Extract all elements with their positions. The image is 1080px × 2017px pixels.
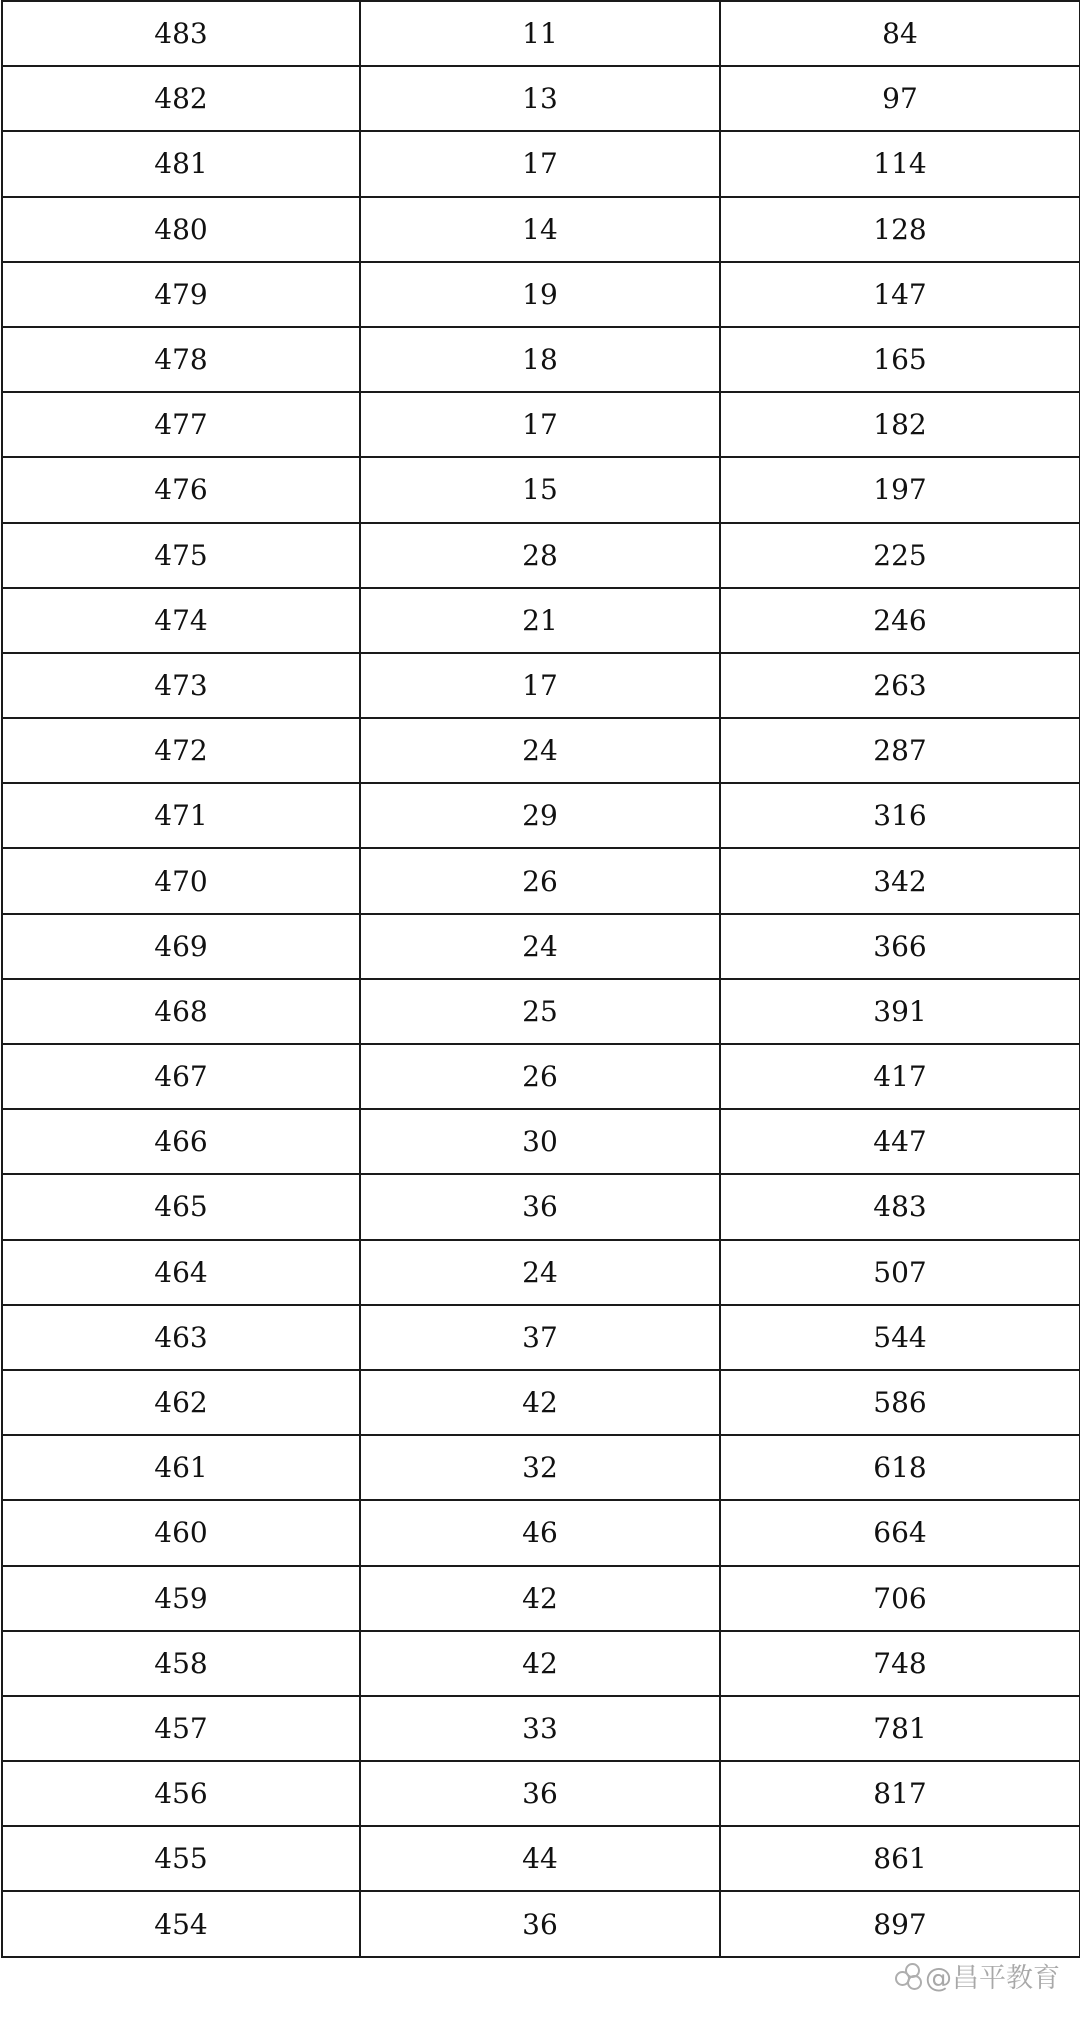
score-cell: 454 (2, 1891, 360, 1956)
count-cell: 26 (360, 1044, 720, 1109)
score-cell: 461 (2, 1435, 360, 1500)
score-cell: 462 (2, 1370, 360, 1435)
score-cell: 475 (2, 523, 360, 588)
score-cell: 467 (2, 1044, 360, 1109)
score-cell: 456 (2, 1761, 360, 1826)
cumulative-cell: 246 (720, 588, 1080, 653)
table-row (2, 1240, 1080, 1305)
score-cell: 459 (2, 1566, 360, 1631)
cumulative-cell: 316 (720, 783, 1080, 848)
watermark-text: @昌平教育 (925, 1963, 1060, 1994)
score-cell: 474 (2, 588, 360, 653)
cumulative-cell: 287 (720, 718, 1080, 783)
cumulative-cell: 507 (720, 1240, 1080, 1305)
count-cell: 25 (360, 979, 720, 1044)
score-cell: 455 (2, 1826, 360, 1891)
cumulative-cell: 417 (720, 1044, 1080, 1109)
count-cell: 28 (360, 523, 720, 588)
table-row (2, 392, 1080, 457)
table-row (2, 1631, 1080, 1696)
score-cell: 464 (2, 1240, 360, 1305)
count-cell: 14 (360, 197, 720, 262)
table-row (2, 1566, 1080, 1631)
table-row (2, 588, 1080, 653)
cumulative-cell: 618 (720, 1435, 1080, 1500)
table-row (2, 1, 1080, 66)
cumulative-cell: 544 (720, 1305, 1080, 1370)
table-row (2, 979, 1080, 1044)
table-row (2, 1435, 1080, 1500)
count-cell: 11 (360, 1, 720, 66)
count-cell: 37 (360, 1305, 720, 1370)
count-cell: 18 (360, 327, 720, 392)
cumulative-cell: 748 (720, 1631, 1080, 1696)
cumulative-cell: 483 (720, 1174, 1080, 1239)
cumulative-cell: 182 (720, 392, 1080, 457)
count-cell: 15 (360, 457, 720, 522)
table-row (2, 66, 1080, 131)
table-row (2, 1174, 1080, 1239)
score-cell: 471 (2, 783, 360, 848)
cumulative-cell: 447 (720, 1109, 1080, 1174)
score-distribution-table (1, 0, 1080, 1958)
score-cell: 458 (2, 1631, 360, 1696)
cumulative-cell: 342 (720, 848, 1080, 913)
table-row (2, 1891, 1080, 1956)
count-cell: 24 (360, 718, 720, 783)
score-cell: 469 (2, 914, 360, 979)
count-cell: 29 (360, 783, 720, 848)
cumulative-cell: 706 (720, 1566, 1080, 1631)
table-row (2, 1500, 1080, 1565)
cumulative-cell: 781 (720, 1696, 1080, 1761)
table-row (2, 327, 1080, 392)
count-cell: 26 (360, 848, 720, 913)
score-cell: 482 (2, 66, 360, 131)
table-row (2, 914, 1080, 979)
count-cell: 42 (360, 1370, 720, 1435)
score-cell: 472 (2, 718, 360, 783)
score-cell: 481 (2, 131, 360, 196)
score-cell: 477 (2, 392, 360, 457)
score-cell: 478 (2, 327, 360, 392)
score-cell: 463 (2, 1305, 360, 1370)
count-cell: 42 (360, 1631, 720, 1696)
count-cell: 24 (360, 1240, 720, 1305)
cumulative-cell: 664 (720, 1500, 1080, 1565)
table-row (2, 457, 1080, 522)
score-cell: 479 (2, 262, 360, 327)
cumulative-cell: 817 (720, 1761, 1080, 1826)
score-cell: 480 (2, 197, 360, 262)
table-row (2, 197, 1080, 262)
count-cell: 17 (360, 392, 720, 457)
count-cell: 32 (360, 1435, 720, 1500)
table-row (2, 1761, 1080, 1826)
cumulative-cell: 861 (720, 1826, 1080, 1891)
table-body (2, 1, 1080, 1957)
score-cell: 476 (2, 457, 360, 522)
table-row (2, 653, 1080, 718)
count-cell: 21 (360, 588, 720, 653)
count-cell: 36 (360, 1174, 720, 1239)
count-cell: 36 (360, 1891, 720, 1956)
table-row (2, 1109, 1080, 1174)
score-cell: 457 (2, 1696, 360, 1761)
score-cell: 470 (2, 848, 360, 913)
cumulative-cell: 586 (720, 1370, 1080, 1435)
score-cell: 466 (2, 1109, 360, 1174)
table-row (2, 1370, 1080, 1435)
count-cell: 36 (360, 1761, 720, 1826)
table-row (2, 848, 1080, 913)
table-row (2, 523, 1080, 588)
count-cell: 17 (360, 131, 720, 196)
table-row (2, 1696, 1080, 1761)
table-row (2, 1044, 1080, 1109)
table-row (2, 262, 1080, 327)
count-cell: 30 (360, 1109, 720, 1174)
count-cell: 44 (360, 1826, 720, 1891)
cumulative-cell: 263 (720, 653, 1080, 718)
count-cell: 33 (360, 1696, 720, 1761)
count-cell: 13 (360, 66, 720, 131)
score-cell: 465 (2, 1174, 360, 1239)
score-cell: 460 (2, 1500, 360, 1565)
cumulative-cell: 128 (720, 197, 1080, 262)
count-cell: 19 (360, 262, 720, 327)
table-row (2, 1305, 1080, 1370)
score-cell: 483 (2, 1, 360, 66)
table-row (2, 1826, 1080, 1891)
count-cell: 24 (360, 914, 720, 979)
count-cell: 42 (360, 1566, 720, 1631)
cumulative-cell: 147 (720, 262, 1080, 327)
count-cell: 17 (360, 653, 720, 718)
cumulative-cell: 165 (720, 327, 1080, 392)
cumulative-cell: 897 (720, 1891, 1080, 1956)
table-row (2, 783, 1080, 848)
table-row (2, 131, 1080, 196)
cumulative-cell: 225 (720, 523, 1080, 588)
cumulative-cell: 391 (720, 979, 1080, 1044)
cumulative-cell: 197 (720, 457, 1080, 522)
score-cell: 473 (2, 653, 360, 718)
cumulative-cell: 97 (720, 66, 1080, 131)
count-cell: 46 (360, 1500, 720, 1565)
platform-logo-icon (895, 1963, 921, 1989)
cumulative-cell: 114 (720, 131, 1080, 196)
score-cell: 468 (2, 979, 360, 1044)
cumulative-cell: 84 (720, 1, 1080, 66)
cumulative-cell: 366 (720, 914, 1080, 979)
watermark (895, 1956, 1060, 1995)
table-row (2, 718, 1080, 783)
